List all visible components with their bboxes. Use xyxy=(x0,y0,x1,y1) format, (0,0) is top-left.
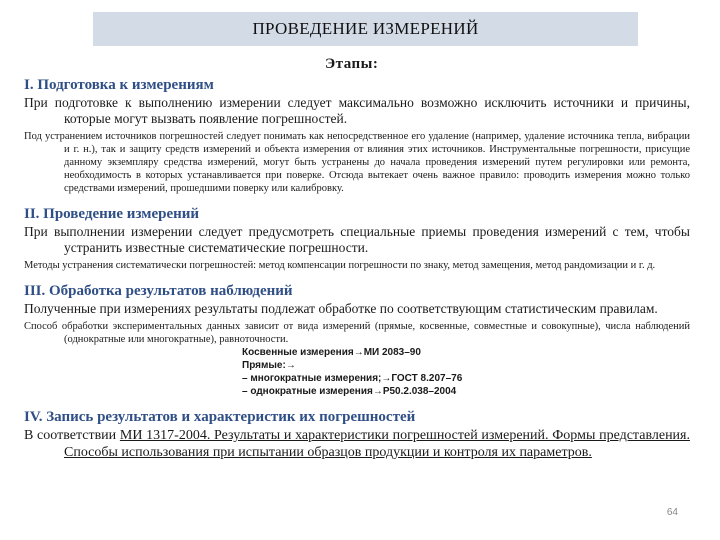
section-3-paragraph-2: Способ обработки экспериментальных данных зависит от вида измерений (прямые, косвенные, совместные и совокупные), числа наблюдений (однократные или многократные), равноточности. xyxy=(24,321,690,345)
section-4-prefix: В соответствии xyxy=(24,428,120,443)
section-2-heading: II. Проведение измерений xyxy=(24,206,200,222)
methods-item: – многократные измерения;→ГОСТ 8.207–76 xyxy=(242,373,463,384)
methods-item: – однократные измерения→Р50.2.038–2004 xyxy=(242,386,457,397)
section-1-paragraph-2: Под устранением источников погрешностей следует понимать как непосредственное его удаление (например, удаление источника тепла, вибрации и г. н.), так и защиту средств измерений и объекта измерения от влияния этих источников. Инструментальные погрешности, присущие данному экземпляру средства измерений, могут быть устранены до начала проведения измерений путем регулировки или ремонта, необходимость в которых устанавливается при поверке. Отсюда вытекает очень важное правило: проводить измерения можно только средствами измерений, прошедшими поверку или калибровку. xyxy=(24,131,690,194)
page-number: 64 xyxy=(666,507,678,518)
methods-item: Прямые:→ xyxy=(242,360,296,371)
methods-list xyxy=(24,346,690,398)
stages-label: Этапы: xyxy=(325,56,379,72)
slide-content xyxy=(24,72,690,461)
section-2-paragraph-1: При выполнении измерении следует предусмотреть специальные приемы проведения измерений с тем, чтобы устранить известные систематические погрешности. xyxy=(24,224,690,255)
section-1-paragraph-1: При подготовке к выполнению измерении следует максимально возможно исключить источники и причины, которые могут вызвать появление погрешностей. xyxy=(24,95,690,126)
slide-title: ПРОВЕДЕНИЕ ИЗМЕРЕНИЙ xyxy=(252,19,479,38)
section-2-paragraph-2: Методы устранения систематически погрешностей: метод компенсации погрешности по знаку, метод замещения, метод рандомизации и г. д. xyxy=(24,260,656,271)
section-3-paragraph-1: Полученные при измерениях результаты подлежат обработке по соответствующим статистическим правилам. xyxy=(24,301,658,316)
methods-item: Косвенные измерения→МИ 2083–90 xyxy=(242,347,421,358)
section-1-heading: I. Подготовка к измерениям xyxy=(24,77,214,93)
standard-reference: МИ 1317-2004. Результаты и характеристики погрешностей измерений. Формы представления. Способы использования при испытании образцов продукции и контроля их параметров. xyxy=(64,428,690,460)
section-3-heading: III. Обработка результатов наблюдений xyxy=(24,283,293,299)
section-4-heading: IV. Запись результатов и характеристик их погрешностей xyxy=(24,409,416,425)
section-4-paragraph xyxy=(24,427,690,461)
slide-title-bar xyxy=(93,12,638,46)
